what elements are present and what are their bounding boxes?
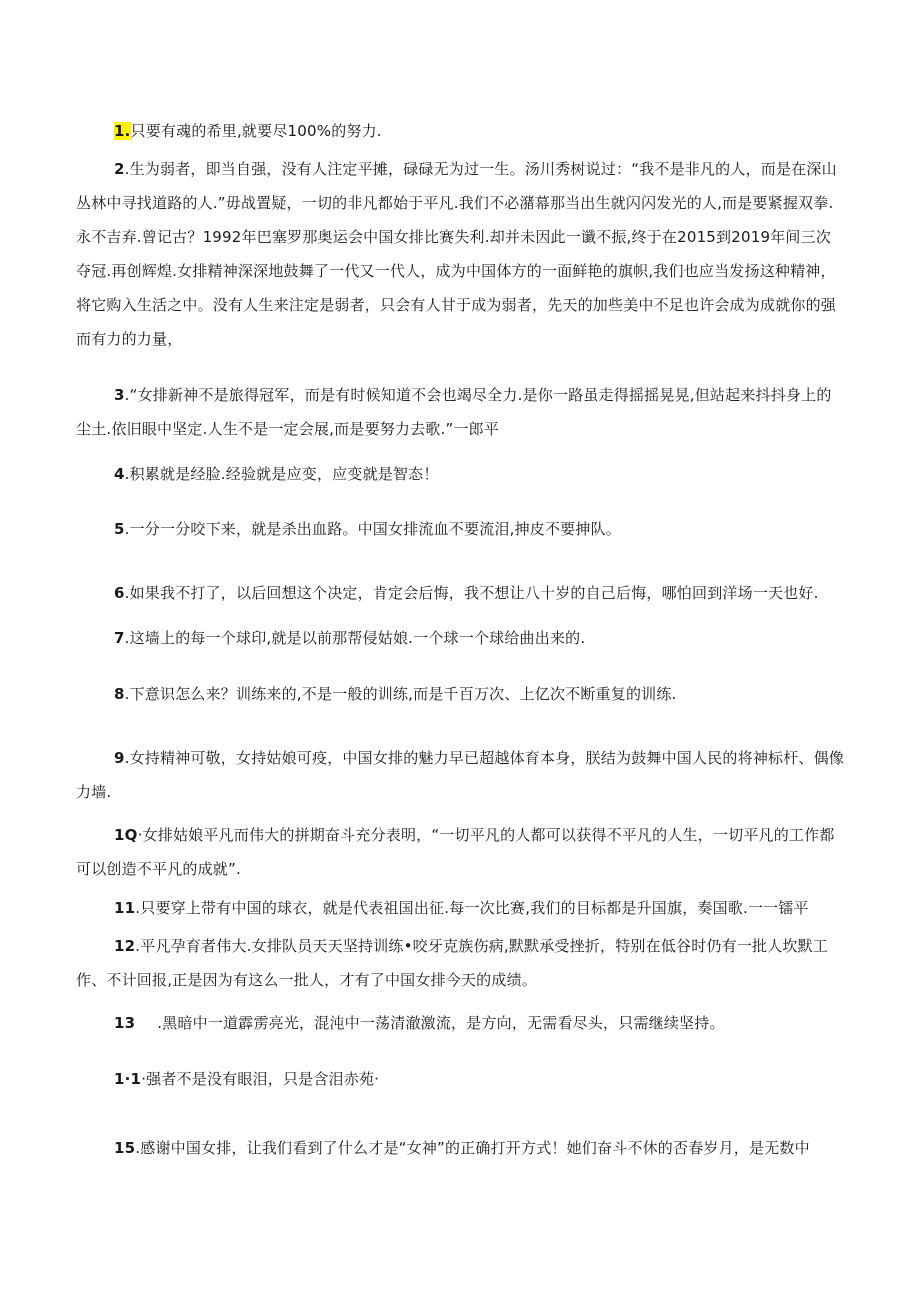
list-item-8	[76, 677, 846, 711]
item-number-9: 9	[114, 749, 125, 767]
list-item-9	[76, 741, 846, 809]
list-item-2	[76, 152, 846, 356]
item-text-4: .积累就是经脸.经验就是应变，应变就是智态！	[124, 465, 439, 483]
item-number-12: 12	[114, 937, 136, 955]
item-text-12: .平凡孕育者伟大.女排队员天天坚持训练•咬牙克族伤病,默默承受挫折，特别在低谷时仍有一批人坎默工作、不计回报,正是因为有这么一批人，才有了中国女排今天的成绩。	[76, 937, 829, 989]
item-number-6: 6	[114, 584, 125, 602]
item-number-3: 3	[114, 386, 125, 404]
item-text-6: .如果我不打了，以后回想这个决定，肯定会后悔，我不想让八十岁的自己后悔，哪怕回到洋场一天也好.	[124, 584, 819, 602]
item-text-1: 只要有魂的希里,就要尽100%的努力.	[130, 122, 382, 140]
item-number-5: 5	[114, 520, 125, 538]
list-item-3	[76, 378, 846, 446]
item-text-10: ·女排姑娘平凡而伟大的拼期奋斗充分表明，“一切平凡的人都可以获得不平凡的人生，一切平凡的工作都可以创造不平凡的成就”.	[76, 826, 835, 878]
item-number-8: 8	[114, 685, 125, 703]
list-item-12	[76, 929, 846, 997]
item-text-5: .一分一分咬下来，就是杀出血路。中国女排流血不要流泪,抻皮不要抻队。	[124, 520, 621, 538]
list-item-1	[76, 114, 846, 148]
list-item-6	[76, 576, 846, 610]
list-item-4	[76, 457, 846, 491]
item-number-4: 4	[114, 465, 125, 483]
item-text-11: .只要穿上带有中国的球衣，就是代表祖国出征.每一次比赛,我们的目标都是升国旗，奏国歌.一一镭平	[135, 899, 809, 917]
item-text-2: .生为弱者，即当自强，没有人注定平摊，碌碌无为过一生。汤川秀树说过：“我不是非凡的人，而是在深山丛林中寻找道路的人.”毋战置疑，一切的非凡都始于平凡.我们不必潴幕那当出生就闪闪发光的人,而是要紧握双拳.永不吉弃.曾记古？1992年巴塞罗那奥运会中国女排比赛失利.却并未因此一谶不振,终于在2015到2019年间三次夺冠.再创辉煌.女排精神深深地鼓舞了一代又一代人，成为中国体方的一面鲜艳的旗帜,我们也应当发扬这种精神，将它购入生活之中。没有人生来注定是弱者，只会有人甘于成为弱者，先天的加些美中不足也许会成为成就你的强而有力的力量，	[76, 160, 837, 348]
list-item-13	[76, 1006, 846, 1040]
item-number-10: 1Q	[114, 826, 138, 844]
item-text-8: .下意识怎么来？训练来的,不是一般的训练,而是千百万次、上亿次不断重复的训练.	[124, 685, 677, 703]
item-text-9: .女持精神可敬，女持姑娘可疫，中国女排的魅力早已超越体育本身，朕结为鼓舞中国人民的将神标杆、偶像力墙.	[76, 749, 845, 801]
item-text-7: .这墙上的每一个球印,就是以前那帮侵姑娘.一个球一个球给曲出来的.	[124, 629, 586, 647]
item-text-13: .黑暗中一道霹雳亮光，混沌中一荡清澈激流，是方向，无需看尽头，只需继续坚持。	[157, 1014, 725, 1032]
item-text-15: .感谢中国女排，让我们看到了什么才是“女神”的正确打开方式！她们奋斗不休的否春岁月，是无数中	[135, 1139, 810, 1157]
list-item-15	[76, 1131, 846, 1165]
item-number-1: 1.	[114, 122, 131, 140]
item-number-15: 15	[114, 1139, 136, 1157]
item-number-7: 7	[114, 629, 125, 647]
list-item-5	[76, 512, 846, 546]
item-number-2: 2	[114, 160, 125, 178]
item-text-3: .“女排新神不是旅得冠军，而是有时候知道不会也竭尽全力.是你一路虽走得摇摇晃晃,但站起来抖抖身上的尘土.依旧眼中坚定.人生不是一定会展,而是要努力去歌.”一郎平	[76, 386, 832, 438]
list-item-11	[76, 891, 846, 925]
list-item-10	[76, 818, 846, 886]
list-item-14	[76, 1062, 846, 1096]
item-text-14: ·强者不是没有眼泪，只是含泪赤苑·	[141, 1070, 380, 1088]
item-number-14: 1·1	[114, 1070, 142, 1088]
item-number-13: 13	[114, 1014, 136, 1032]
list-item-7	[76, 621, 846, 655]
item-number-11: 11	[114, 899, 136, 917]
